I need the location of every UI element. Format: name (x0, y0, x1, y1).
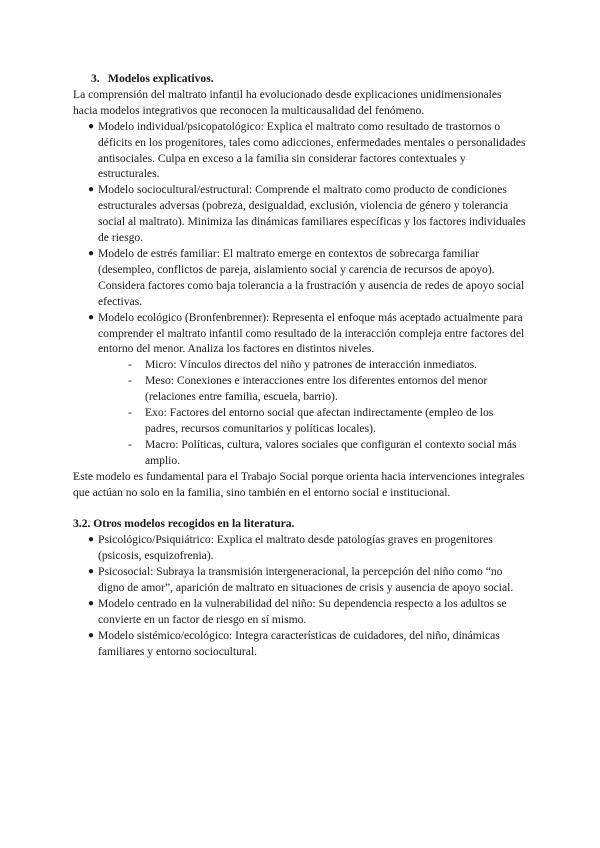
list-item-text: Psicológico/Psiquiátrico: Explica el maltrato desde patologías graves en progenitores (psicosis, esquizofrenia). (98, 533, 493, 563)
list-item-text: Modelo sistémico/ecológico: Integra características de cuidadores, del niño, dinámicas familiares y entorno sociocultural. (98, 628, 500, 658)
explanatory-models-list (73, 119, 528, 469)
level-item (73, 373, 528, 405)
list-item (73, 182, 528, 246)
bullet-icon: ● (88, 598, 95, 609)
dash-icon: - (128, 374, 132, 388)
list-item (73, 310, 528, 469)
list-item-text: Modelo de estrés familiar: El maltrato emerge en contextos de sobrecarga familiar (desempleo, conflictos de pareja, aislamiento social y carencia de recursos de apoyo). Considera factores como baja tolerancia a la frustración y ausencia de redes de apoyo social efectivas. (98, 246, 525, 308)
section-spacer (73, 500, 528, 516)
bullet-icon: ● (88, 120, 95, 132)
list-item (73, 628, 528, 660)
list-item (73, 246, 528, 310)
bullet-icon: ● (88, 184, 95, 196)
list-item-text: Modelo sociocultural/estructural: Comprende el maltrato como producto de condiciones estructurales adversas (pobreza, desigualdad, exclusión, violencia de género y tolerancia social al maltrato). Minimiza las dinámicas familiares específicas y los factores individuales de riesgo. (98, 183, 526, 245)
list-item-text: Modelo ecológico (Bronfenbrenner): Representa el enfoque más aceptado actualmente para comprender el maltrato infantil como resultado de la interacción compleja entre factores del entorno del menor. Analiza los factores en distintos niveles. (98, 310, 525, 356)
section-3-2-heading: 3.2. Otros modelos recogidos en la literatura. (73, 517, 295, 531)
bullet-icon: ● (88, 247, 95, 259)
level-item-text: Meso: Conexiones e interacciones entre los diferentes entornos del menor (relaciones entre familia, escuela, barrio). (145, 374, 488, 404)
bullet-icon: ● (88, 534, 95, 546)
dash-icon: - (128, 406, 132, 420)
level-item-text: Exo: Factores del entorno social que afectan indirectamente (empleo de los padres, recursos comunitarios y políticas locales). (145, 406, 494, 435)
list-item (73, 564, 528, 596)
ecological-levels-list (73, 357, 528, 468)
level-item-text: Micro: Vínculos directos del niño y patrones de interacción inmediatos. (145, 358, 478, 372)
list-item (73, 119, 528, 183)
section-3-conclusion: Este modelo es fundamental para el Trabajo Social porque orienta hacia intervenciones integrales que actúan no solo en la familia, sino también en el entorno social e institucional. (73, 469, 525, 499)
list-item-text: Modelo centrado en la vulnerabilidad del niño: Su dependencia respecto a los adultos se convierte en un factor de riesgo en sí mismo. (98, 597, 507, 626)
list-item (73, 532, 528, 564)
list-item (73, 596, 528, 628)
bullet-icon: ● (88, 311, 95, 323)
dash-icon: - (128, 437, 132, 451)
level-item (73, 437, 528, 469)
list-item-text: Psicosocial: Subraya la transmisión intergeneracional, la percepción del niño como “no digno de amor”, aparición de maltrato en situaciones de crisis y ausencia de apoyo social. (98, 565, 514, 595)
level-item-text: Macro: Políticas, cultura, valores sociales que configuran el contexto social más amplio. (145, 437, 517, 467)
section-3-title: Modelos explicativos. (108, 72, 214, 85)
section-3-intro: La comprensión del maltrato infantil ha evolucionado desde explicaciones unidimensionales hacia modelos integrativos que reconocen la multicausalidad del fenómeno. (73, 87, 502, 117)
level-item (73, 357, 528, 373)
document-content (73, 71, 528, 660)
list-item-text: Modelo individual/psicopatológico: Explica el maltrato como resultado de trastornos o déficits en los progenitores, tales como adicciones, enfermedades mentales o personalidades antisociales. Culpa en exceso a la familia sin considerar factores contextuales y estructurales. (98, 119, 526, 181)
section-3-number: 3. (91, 72, 100, 85)
bullet-icon: ● (88, 566, 95, 578)
dash-icon: - (128, 358, 132, 372)
section-3-heading (73, 71, 528, 87)
bullet-icon: ● (88, 629, 95, 641)
level-item (73, 405, 528, 437)
other-models-list (73, 532, 528, 659)
